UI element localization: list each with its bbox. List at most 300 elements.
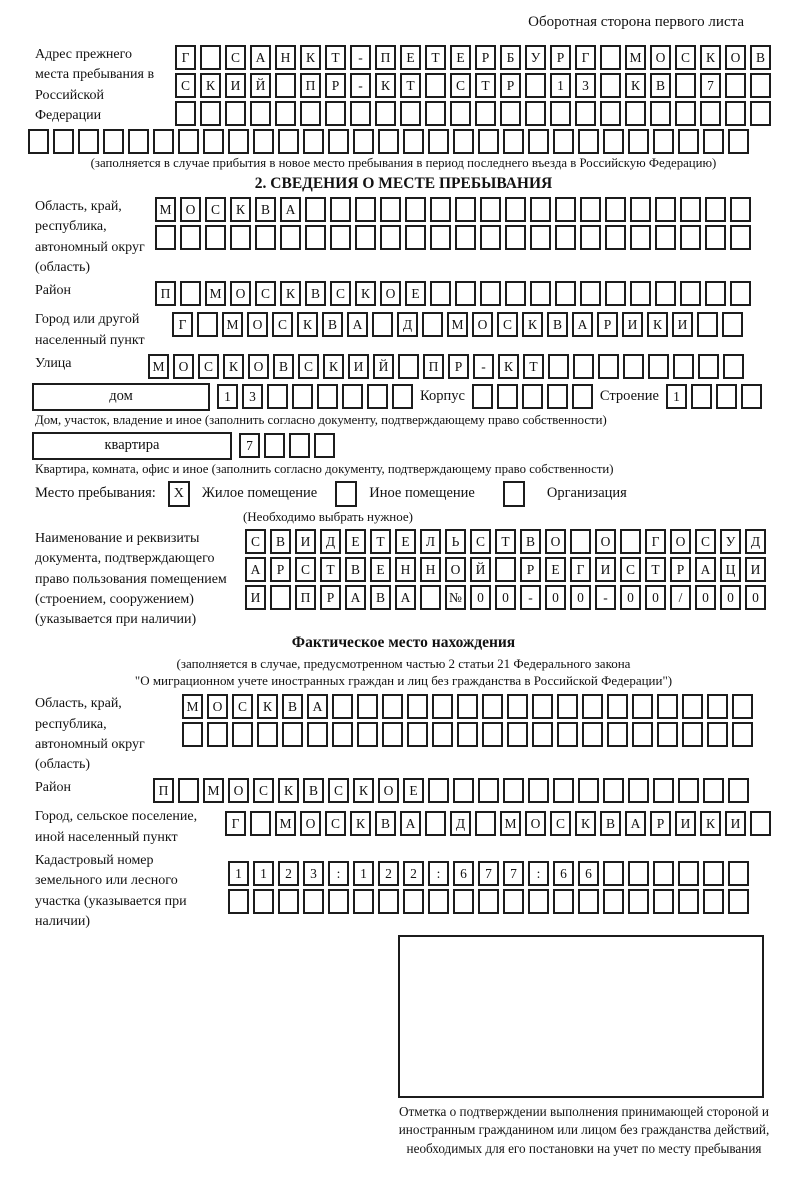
char-cell[interactable] <box>553 129 574 154</box>
char-cell[interactable]: С <box>253 778 274 803</box>
char-cell[interactable] <box>705 281 726 306</box>
char-cell[interactable] <box>253 129 274 154</box>
char-cell[interactable]: П <box>300 73 321 98</box>
char-cell[interactable] <box>707 722 728 747</box>
char-cell[interactable] <box>228 889 249 914</box>
char-cell[interactable]: Т <box>475 73 496 98</box>
char-cell[interactable]: В <box>270 529 291 554</box>
char-cell[interactable] <box>455 281 476 306</box>
char-cell[interactable]: И <box>295 529 316 554</box>
char-cell[interactable] <box>630 281 651 306</box>
char-cell[interactable]: В <box>305 281 326 306</box>
char-cell[interactable] <box>655 225 676 250</box>
char-cell[interactable] <box>275 73 296 98</box>
char-cell[interactable]: М <box>222 312 243 337</box>
char-cell[interactable] <box>478 129 499 154</box>
char-cell[interactable] <box>153 129 174 154</box>
char-cell[interactable]: У <box>720 529 741 554</box>
char-cell[interactable]: К <box>350 811 371 836</box>
char-cell[interactable]: Р <box>325 73 346 98</box>
char-cell[interactable]: Т <box>370 529 391 554</box>
char-cell[interactable]: В <box>322 312 343 337</box>
char-cell[interactable] <box>453 778 474 803</box>
char-cell[interactable]: 3 <box>575 73 596 98</box>
char-cell[interactable] <box>480 225 501 250</box>
char-cell[interactable]: 1 <box>353 861 374 886</box>
char-cell[interactable] <box>457 694 478 719</box>
char-cell[interactable] <box>314 433 335 458</box>
char-cell[interactable]: Н <box>420 557 441 582</box>
char-cell[interactable] <box>357 694 378 719</box>
char-cell[interactable] <box>750 101 771 126</box>
char-cell[interactable]: О <box>380 281 401 306</box>
char-cell[interactable]: 0 <box>745 585 766 610</box>
char-cell[interactable]: Г <box>172 312 193 337</box>
char-cell[interactable]: Т <box>495 529 516 554</box>
char-cell[interactable]: Г <box>225 811 246 836</box>
char-cell[interactable]: Л <box>420 529 441 554</box>
char-cell[interactable] <box>678 861 699 886</box>
char-cell[interactable] <box>330 197 351 222</box>
char-cell[interactable] <box>430 197 451 222</box>
char-cell[interactable] <box>303 889 324 914</box>
char-cell[interactable]: К <box>355 281 376 306</box>
char-cell[interactable] <box>398 354 419 379</box>
char-cell[interactable]: С <box>198 354 219 379</box>
char-cell[interactable]: Е <box>345 529 366 554</box>
char-cell[interactable]: С <box>470 529 491 554</box>
char-cell[interactable]: С <box>550 811 571 836</box>
char-cell[interactable]: 6 <box>578 861 599 886</box>
char-cell[interactable] <box>600 45 621 70</box>
char-cell[interactable]: Р <box>550 45 571 70</box>
char-cell[interactable]: Д <box>320 529 341 554</box>
char-cell[interactable] <box>607 722 628 747</box>
char-cell[interactable] <box>300 101 321 126</box>
char-cell[interactable] <box>525 73 546 98</box>
char-cell[interactable] <box>730 281 751 306</box>
char-cell[interactable]: П <box>153 778 174 803</box>
char-cell[interactable] <box>197 312 218 337</box>
char-cell[interactable]: Т <box>645 557 666 582</box>
char-cell[interactable] <box>732 722 753 747</box>
char-cell[interactable] <box>507 722 528 747</box>
char-cell[interactable] <box>730 197 751 222</box>
char-cell[interactable] <box>430 225 451 250</box>
char-cell[interactable] <box>155 225 176 250</box>
char-cell[interactable]: Р <box>320 585 341 610</box>
char-cell[interactable]: 6 <box>453 861 474 886</box>
char-cell[interactable] <box>178 778 199 803</box>
char-cell[interactable]: М <box>203 778 224 803</box>
char-cell[interactable]: С <box>245 529 266 554</box>
char-cell[interactable] <box>453 129 474 154</box>
char-cell[interactable]: А <box>695 557 716 582</box>
char-cell[interactable]: Й <box>250 73 271 98</box>
char-cell[interactable] <box>178 129 199 154</box>
char-cell[interactable] <box>725 101 746 126</box>
char-cell[interactable] <box>705 225 726 250</box>
char-cell[interactable] <box>232 722 253 747</box>
char-cell[interactable] <box>250 101 271 126</box>
char-cell[interactable]: М <box>148 354 169 379</box>
char-cell[interactable] <box>478 889 499 914</box>
char-cell[interactable]: С <box>497 312 518 337</box>
char-cell[interactable]: О <box>207 694 228 719</box>
char-cell[interactable] <box>750 811 771 836</box>
char-cell[interactable]: 7 <box>700 73 721 98</box>
char-cell[interactable]: 0 <box>495 585 516 610</box>
char-cell[interactable] <box>332 694 353 719</box>
char-cell[interactable]: К <box>300 45 321 70</box>
char-cell[interactable] <box>403 889 424 914</box>
char-cell[interactable] <box>528 778 549 803</box>
char-cell[interactable] <box>230 225 251 250</box>
char-cell[interactable] <box>555 225 576 250</box>
char-cell[interactable] <box>655 281 676 306</box>
char-cell[interactable] <box>632 722 653 747</box>
char-cell[interactable] <box>378 129 399 154</box>
char-cell[interactable]: Р <box>270 557 291 582</box>
char-cell[interactable]: О <box>445 557 466 582</box>
char-cell[interactable]: Г <box>575 45 596 70</box>
char-cell[interactable]: Е <box>545 557 566 582</box>
char-cell[interactable] <box>578 778 599 803</box>
char-cell[interactable] <box>680 281 701 306</box>
char-cell[interactable] <box>207 722 228 747</box>
char-cell[interactable]: Д <box>450 811 471 836</box>
char-cell[interactable] <box>682 694 703 719</box>
char-cell[interactable]: Д <box>745 529 766 554</box>
char-cell[interactable]: В <box>303 778 324 803</box>
char-cell[interactable] <box>697 312 718 337</box>
char-cell[interactable] <box>267 384 288 409</box>
char-cell[interactable]: 1 <box>228 861 249 886</box>
char-cell[interactable] <box>505 225 526 250</box>
char-cell[interactable]: С <box>272 312 293 337</box>
char-cell[interactable]: 6 <box>553 861 574 886</box>
char-cell[interactable]: : <box>528 861 549 886</box>
char-cell[interactable]: С <box>675 45 696 70</box>
char-cell[interactable] <box>407 722 428 747</box>
other-premises-checkbox[interactable] <box>335 481 357 507</box>
char-cell[interactable]: К <box>257 694 278 719</box>
char-cell[interactable]: К <box>647 312 668 337</box>
char-cell[interactable]: К <box>522 312 543 337</box>
char-cell[interactable] <box>497 384 518 409</box>
char-cell[interactable] <box>707 694 728 719</box>
char-cell[interactable]: Б <box>500 45 521 70</box>
char-cell[interactable] <box>557 722 578 747</box>
char-cell[interactable] <box>598 354 619 379</box>
char-cell[interactable] <box>630 225 651 250</box>
char-cell[interactable] <box>728 778 749 803</box>
char-cell[interactable]: : <box>328 861 349 886</box>
char-cell[interactable] <box>175 101 196 126</box>
char-cell[interactable]: С <box>298 354 319 379</box>
char-cell[interactable] <box>350 101 371 126</box>
char-cell[interactable] <box>722 312 743 337</box>
char-cell[interactable] <box>575 101 596 126</box>
char-cell[interactable] <box>632 694 653 719</box>
char-cell[interactable]: Д <box>397 312 418 337</box>
char-cell[interactable] <box>292 384 313 409</box>
char-cell[interactable] <box>428 889 449 914</box>
char-cell[interactable] <box>355 197 376 222</box>
char-cell[interactable] <box>555 197 576 222</box>
char-cell[interactable] <box>375 101 396 126</box>
char-cell[interactable] <box>550 101 571 126</box>
char-cell[interactable]: К <box>280 281 301 306</box>
char-cell[interactable] <box>628 889 649 914</box>
house-type-box[interactable]: дом <box>32 383 210 411</box>
char-cell[interactable] <box>628 778 649 803</box>
char-cell[interactable] <box>382 722 403 747</box>
char-cell[interactable] <box>200 45 221 70</box>
char-cell[interactable] <box>530 225 551 250</box>
char-cell[interactable] <box>703 861 724 886</box>
char-cell[interactable]: 0 <box>570 585 591 610</box>
char-cell[interactable] <box>673 354 694 379</box>
char-cell[interactable] <box>603 861 624 886</box>
char-cell[interactable] <box>522 384 543 409</box>
char-cell[interactable]: М <box>625 45 646 70</box>
char-cell[interactable] <box>530 197 551 222</box>
char-cell[interactable] <box>278 129 299 154</box>
char-cell[interactable] <box>325 101 346 126</box>
char-cell[interactable] <box>600 101 621 126</box>
char-cell[interactable]: Т <box>425 45 446 70</box>
char-cell[interactable]: К <box>375 73 396 98</box>
char-cell[interactable]: В <box>255 197 276 222</box>
char-cell[interactable] <box>289 433 310 458</box>
char-cell[interactable]: М <box>447 312 468 337</box>
char-cell[interactable] <box>455 225 476 250</box>
char-cell[interactable]: Р <box>520 557 541 582</box>
char-cell[interactable] <box>698 354 719 379</box>
char-cell[interactable] <box>657 722 678 747</box>
char-cell[interactable]: С <box>175 73 196 98</box>
char-cell[interactable]: К <box>323 354 344 379</box>
char-cell[interactable]: М <box>275 811 296 836</box>
char-cell[interactable]: О <box>670 529 691 554</box>
char-cell[interactable] <box>572 384 593 409</box>
char-cell[interactable] <box>705 197 726 222</box>
char-cell[interactable] <box>475 101 496 126</box>
char-cell[interactable] <box>582 694 603 719</box>
char-cell[interactable] <box>528 129 549 154</box>
char-cell[interactable] <box>675 73 696 98</box>
char-cell[interactable] <box>728 129 749 154</box>
char-cell[interactable] <box>392 384 413 409</box>
char-cell[interactable] <box>607 694 628 719</box>
char-cell[interactable] <box>405 225 426 250</box>
char-cell[interactable]: 0 <box>470 585 491 610</box>
char-cell[interactable] <box>547 384 568 409</box>
char-cell[interactable] <box>750 73 771 98</box>
char-cell[interactable]: П <box>155 281 176 306</box>
char-cell[interactable] <box>678 889 699 914</box>
char-cell[interactable] <box>655 197 676 222</box>
char-cell[interactable]: А <box>400 811 421 836</box>
char-cell[interactable] <box>628 129 649 154</box>
char-cell[interactable]: Р <box>500 73 521 98</box>
char-cell[interactable] <box>425 101 446 126</box>
char-cell[interactable] <box>330 225 351 250</box>
apartment-type-box[interactable]: квартира <box>32 432 232 460</box>
char-cell[interactable] <box>422 312 443 337</box>
char-cell[interactable]: А <box>345 585 366 610</box>
char-cell[interactable]: 2 <box>278 861 299 886</box>
char-cell[interactable] <box>257 722 278 747</box>
char-cell[interactable]: 1 <box>666 384 687 409</box>
char-cell[interactable] <box>505 281 526 306</box>
char-cell[interactable]: И <box>725 811 746 836</box>
char-cell[interactable]: В <box>345 557 366 582</box>
char-cell[interactable]: В <box>273 354 294 379</box>
char-cell[interactable] <box>430 281 451 306</box>
char-cell[interactable]: В <box>520 529 541 554</box>
char-cell[interactable]: А <box>347 312 368 337</box>
char-cell[interactable] <box>380 225 401 250</box>
char-cell[interactable]: К <box>278 778 299 803</box>
char-cell[interactable] <box>332 722 353 747</box>
char-cell[interactable]: 2 <box>378 861 399 886</box>
char-cell[interactable] <box>657 694 678 719</box>
char-cell[interactable]: С <box>695 529 716 554</box>
char-cell[interactable]: 0 <box>545 585 566 610</box>
char-cell[interactable] <box>532 694 553 719</box>
char-cell[interactable]: И <box>245 585 266 610</box>
char-cell[interactable]: М <box>155 197 176 222</box>
char-cell[interactable]: С <box>450 73 471 98</box>
char-cell[interactable] <box>603 129 624 154</box>
char-cell[interactable]: Р <box>475 45 496 70</box>
char-cell[interactable] <box>630 197 651 222</box>
residential-checkbox[interactable]: X <box>168 481 190 507</box>
char-cell[interactable] <box>620 529 641 554</box>
char-cell[interactable] <box>703 889 724 914</box>
char-cell[interactable] <box>653 129 674 154</box>
char-cell[interactable] <box>703 129 724 154</box>
char-cell[interactable]: В <box>650 73 671 98</box>
char-cell[interactable]: 0 <box>620 585 641 610</box>
char-cell[interactable]: Е <box>400 45 421 70</box>
char-cell[interactable]: И <box>595 557 616 582</box>
char-cell[interactable] <box>678 778 699 803</box>
char-cell[interactable]: И <box>622 312 643 337</box>
char-cell[interactable]: У <box>525 45 546 70</box>
char-cell[interactable] <box>725 73 746 98</box>
char-cell[interactable]: 1 <box>550 73 571 98</box>
char-cell[interactable]: О <box>180 197 201 222</box>
char-cell[interactable] <box>455 197 476 222</box>
char-cell[interactable] <box>372 312 393 337</box>
char-cell[interactable]: К <box>223 354 244 379</box>
char-cell[interactable] <box>450 101 471 126</box>
char-cell[interactable] <box>548 354 569 379</box>
char-cell[interactable] <box>505 197 526 222</box>
char-cell[interactable] <box>680 197 701 222</box>
char-cell[interactable]: М <box>182 694 203 719</box>
char-cell[interactable] <box>648 354 669 379</box>
char-cell[interactable]: - <box>473 354 494 379</box>
char-cell[interactable]: К <box>700 45 721 70</box>
char-cell[interactable] <box>650 101 671 126</box>
char-cell[interactable]: Е <box>403 778 424 803</box>
char-cell[interactable]: В <box>370 585 391 610</box>
char-cell[interactable]: Т <box>325 45 346 70</box>
char-cell[interactable]: С <box>295 557 316 582</box>
char-cell[interactable] <box>503 889 524 914</box>
char-cell[interactable] <box>282 722 303 747</box>
char-cell[interactable] <box>253 889 274 914</box>
char-cell[interactable]: А <box>307 694 328 719</box>
char-cell[interactable]: И <box>348 354 369 379</box>
char-cell[interactable] <box>653 778 674 803</box>
char-cell[interactable] <box>700 101 721 126</box>
char-cell[interactable]: 0 <box>645 585 666 610</box>
char-cell[interactable]: В <box>600 811 621 836</box>
char-cell[interactable]: - <box>520 585 541 610</box>
char-cell[interactable] <box>570 529 591 554</box>
char-cell[interactable]: 1 <box>217 384 238 409</box>
char-cell[interactable] <box>28 129 49 154</box>
char-cell[interactable]: А <box>245 557 266 582</box>
char-cell[interactable]: О <box>545 529 566 554</box>
char-cell[interactable]: И <box>672 312 693 337</box>
char-cell[interactable]: Ц <box>720 557 741 582</box>
char-cell[interactable] <box>603 778 624 803</box>
char-cell[interactable]: Г <box>175 45 196 70</box>
char-cell[interactable]: К <box>498 354 519 379</box>
char-cell[interactable]: О <box>228 778 249 803</box>
char-cell[interactable]: М <box>205 281 226 306</box>
char-cell[interactable] <box>403 129 424 154</box>
char-cell[interactable] <box>270 585 291 610</box>
char-cell[interactable] <box>482 722 503 747</box>
char-cell[interactable]: Е <box>450 45 471 70</box>
char-cell[interactable] <box>203 129 224 154</box>
char-cell[interactable] <box>728 861 749 886</box>
char-cell[interactable] <box>580 197 601 222</box>
char-cell[interactable]: С <box>328 778 349 803</box>
char-cell[interactable]: К <box>700 811 721 836</box>
char-cell[interactable] <box>675 101 696 126</box>
char-cell[interactable]: - <box>350 73 371 98</box>
char-cell[interactable]: Е <box>370 557 391 582</box>
char-cell[interactable]: 2 <box>403 861 424 886</box>
char-cell[interactable] <box>605 225 626 250</box>
char-cell[interactable]: С <box>225 45 246 70</box>
char-cell[interactable]: И <box>675 811 696 836</box>
char-cell[interactable]: В <box>750 45 771 70</box>
char-cell[interactable] <box>228 129 249 154</box>
char-cell[interactable]: - <box>595 585 616 610</box>
char-cell[interactable] <box>500 101 521 126</box>
char-cell[interactable] <box>682 722 703 747</box>
char-cell[interactable] <box>507 694 528 719</box>
char-cell[interactable] <box>353 129 374 154</box>
char-cell[interactable] <box>357 722 378 747</box>
char-cell[interactable]: В <box>547 312 568 337</box>
char-cell[interactable]: Р <box>597 312 618 337</box>
char-cell[interactable] <box>578 129 599 154</box>
char-cell[interactable] <box>353 889 374 914</box>
char-cell[interactable] <box>328 129 349 154</box>
char-cell[interactable]: Г <box>570 557 591 582</box>
organization-checkbox[interactable] <box>503 481 525 507</box>
